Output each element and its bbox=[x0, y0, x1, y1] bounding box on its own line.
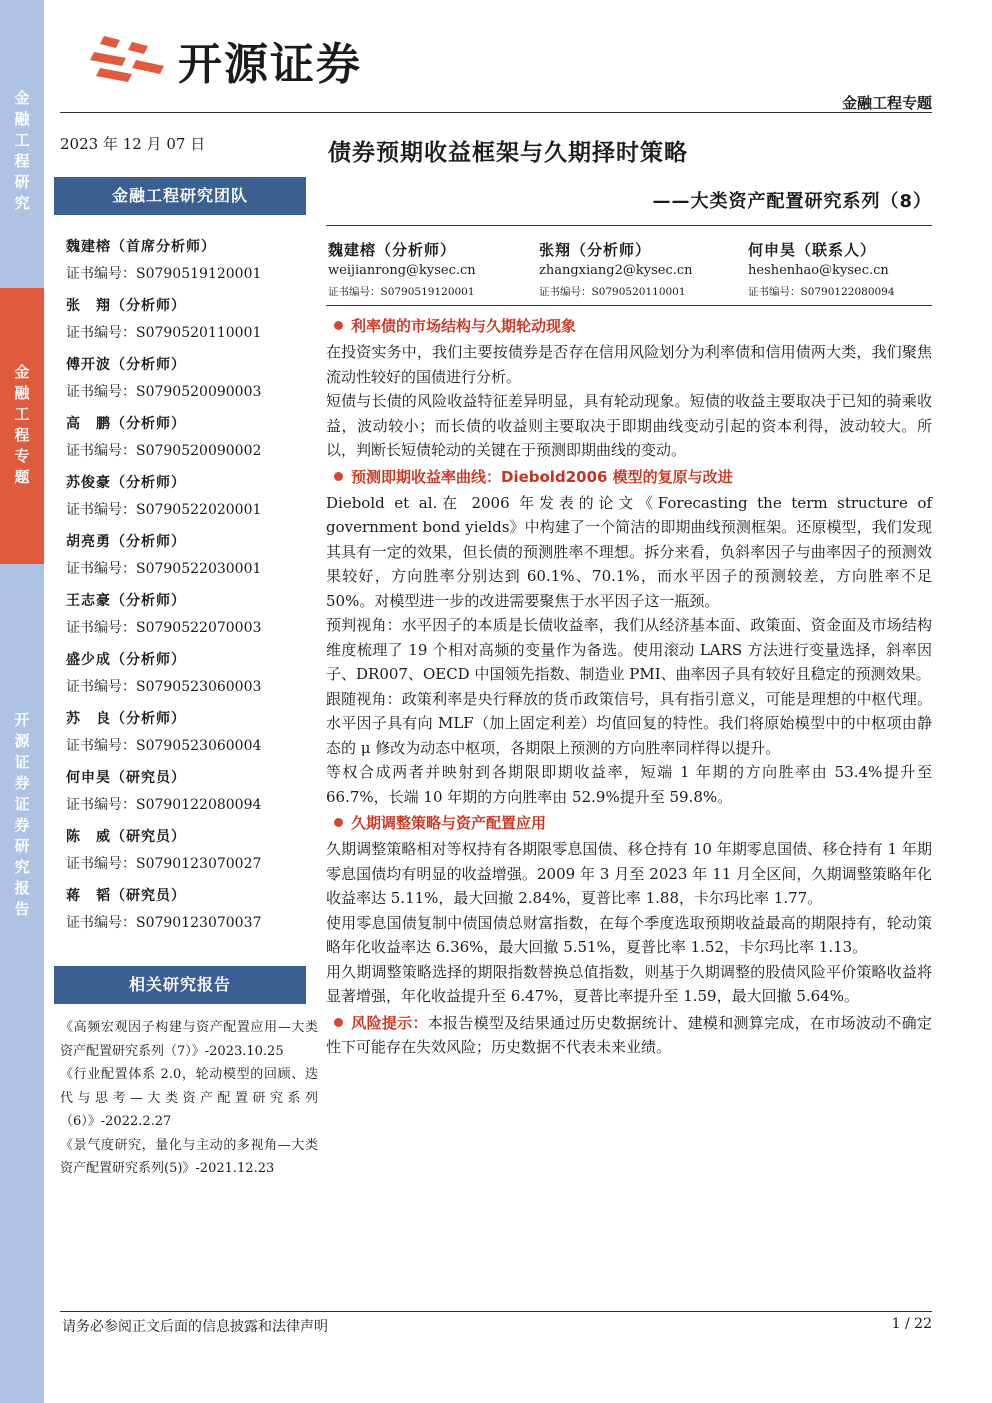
analyst-cert: 证书编号：S0790520110001 bbox=[539, 286, 686, 298]
member-cert: 证书编号：S0790523060003 bbox=[66, 679, 262, 695]
bullet-icon bbox=[334, 472, 343, 481]
body-paragraph: 预判视角：水平因子的本质是长债收益率，我们从经济基本面、政策面、资金面及市场结构维度梳理了 19 个相对高频的变量作为备选。使用滚动 LARS 方法进行变量选择，斜率因子、DR007、OECD 中国领先指数、制造业 PMI、曲率因子具有较好且稳定的预测效果。 bbox=[326, 616, 932, 683]
team-member bbox=[66, 708, 306, 767]
bullet-icon bbox=[334, 1018, 343, 1027]
analyst-cert: 证书编号：S0790122080094 bbox=[748, 286, 895, 298]
analyst-email[interactable]: weijianrong@kysec.cn bbox=[328, 263, 476, 278]
member-name: 何申昊（研究员） bbox=[66, 770, 186, 786]
member-name: 苏俊豪（分析师） bbox=[66, 475, 186, 491]
footer-disclaimer: 请务必参阅正文后面的信息披露和法律声明 bbox=[62, 1319, 328, 1335]
page-number: 1 / 22 bbox=[891, 1316, 932, 1332]
member-name: 胡亮勇（分析师） bbox=[66, 534, 186, 550]
body-paragraph: 久期调整策略相对等权持有各期限零息国债、移仓持有 10 年期零息国债、移仓持有 1 年期零息国债均有明显的收益增强。2009 年 3 月至 2023 年 11 月全区间，久期调整策略年化收益率达 5.11%，最大回撤 2.84%，夏普比率 1.88，卡尔玛比率 1.77。 bbox=[326, 840, 932, 907]
team-member bbox=[66, 885, 306, 944]
member-cert: 证书编号：S0790520090003 bbox=[66, 384, 262, 400]
report-subtitle: ——大类资产配置研究系列（8） bbox=[652, 191, 932, 212]
analyst-card bbox=[328, 239, 528, 299]
analyst-card bbox=[748, 239, 948, 299]
member-cert: 证书编号：S0790122080094 bbox=[66, 797, 262, 813]
related-report-link[interactable]: 《景气度研究，量化与主动的多视角—大类资产配置研究系列(5)》-2021.12.23 bbox=[60, 1137, 318, 1176]
analyst-name: 何申昊（联系人） bbox=[748, 241, 877, 259]
analyst-name: 魏建榕（分析师） bbox=[328, 241, 457, 259]
team-member bbox=[66, 767, 306, 826]
team-member bbox=[66, 826, 306, 885]
body-paragraph: 跟随视角：政策利率是央行释放的货币政策信号，具有指引意义，可能是理想的中枢代理。水平因子具有向 MLF（加上固定利差）均值回复的特性。我们将原始模型中的中枢项由静态的 μ 修改为动态中枢项，各期限上预测的方向胜率同样得以提升。 bbox=[326, 689, 932, 757]
analyst-email[interactable]: zhangxiang2@kysec.cn bbox=[539, 263, 693, 278]
report-body bbox=[326, 312, 932, 1060]
bullet-icon bbox=[334, 818, 343, 827]
member-name: 蒋 韬（研究员） bbox=[66, 888, 186, 904]
title-divider bbox=[326, 225, 932, 226]
member-cert: 证书编号：S0790519120001 bbox=[66, 266, 262, 282]
bullet-icon bbox=[334, 321, 343, 330]
team-member bbox=[66, 590, 306, 649]
member-name: 张 翔（分析师） bbox=[66, 298, 186, 314]
team-member bbox=[66, 649, 306, 708]
team-list bbox=[66, 236, 306, 944]
report-title: 债券预期收益框架与久期择时策略 bbox=[328, 139, 688, 166]
member-cert: 证书编号：S0790522030001 bbox=[66, 561, 262, 577]
section-heading: 久期调整策略与资产配置应用 bbox=[326, 809, 932, 837]
team-heading: 金融工程研究团队 bbox=[54, 177, 306, 215]
body-paragraph: Diebold et al.在 2006 年发表的论文《Forecasting the term structure of government bond yields》中构建了一个简洁的即期曲线预测框架。还原模型，我们发现其具有一定的效果，但长债的预测胜率不理想。拆分来看，负斜率因子与曲率因子的预测效果较好，方向胜率分别达到 60.1%、70.1%，而水平因子的预测较差，方向胜率不足 50%。对模型进一步的改进需要聚焦于水平因子这一瓶颈。 bbox=[326, 493, 932, 610]
analyst-divider bbox=[326, 305, 932, 306]
related-reports-heading: 相关研究报告 bbox=[54, 966, 306, 1004]
member-name: 魏建榕（首席分析师） bbox=[66, 239, 216, 255]
member-cert: 证书编号：S0790520090002 bbox=[66, 443, 262, 459]
member-name: 高 鹏（分析师） bbox=[66, 416, 186, 432]
report-category: 金融工程专题 bbox=[841, 94, 932, 112]
related-reports-list bbox=[60, 1016, 318, 1181]
side-band bbox=[0, 0, 44, 1403]
section-heading: 预测即期收益率曲线：Diebold2006 模型的复原与改进 bbox=[326, 463, 932, 491]
risk-warning bbox=[326, 1011, 932, 1060]
related-report-link[interactable]: 《行业配置体系 2.0，轮动模型的回顾、迭代与思考—大类资产配置研究系列（6）》-2022.2.27 bbox=[60, 1067, 318, 1129]
analyst-email[interactable]: heshenhao@kysec.cn bbox=[748, 263, 889, 278]
logo-text: 开源证券 bbox=[178, 39, 362, 90]
body-paragraph: 等权合成两者并映射到各期限即期收益率，短端 1 年期的方向胜率由 53.4%提升至 66.7%，长端 10 年期的方向胜率由 52.9%提升至 59.8%。 bbox=[326, 763, 932, 806]
footer-divider bbox=[60, 1311, 932, 1312]
team-member bbox=[66, 472, 306, 531]
team-member bbox=[66, 236, 306, 295]
side-label-report: 开源证券 证券研究报告 bbox=[0, 564, 44, 1403]
body-paragraph: 短债与长债的风险收益特征差异明显，具有轮动现象。短债的收益主要取决于已知的骑乘收益，波动较小；而长债的收益则主要取决于即期曲线变动引起的资本利得，波动较大。所以，判断长短债轮动的关键在于预测即期曲线的变动。 bbox=[326, 392, 932, 459]
analyst-name: 张翔（分析师） bbox=[539, 241, 652, 259]
member-cert: 证书编号：S0790523060004 bbox=[66, 738, 262, 754]
member-cert: 证书编号：S0790522020001 bbox=[66, 502, 262, 518]
member-name: 盛少成（分析师） bbox=[66, 652, 186, 668]
member-cert: 证书编号：S0790123070027 bbox=[66, 856, 262, 872]
analyst-card bbox=[539, 239, 739, 299]
risk-text: 本报告模型及结果通过历史数据统计、建模和测算完成，在市场波动不确定性下可能存在失效风险；历史数据不代表未来业绩。 bbox=[326, 1013, 932, 1056]
body-paragraph: 使用零息国债复制中债国债总财富指数，在每个季度选取预期收益最高的期限持有，轮动策略年化收益率达 6.36%，最大回撤 5.51%，夏普比率 1.52，卡尔玛比率 1.13。 bbox=[326, 913, 932, 956]
team-member bbox=[66, 413, 306, 472]
company-logo bbox=[86, 28, 362, 92]
member-name: 陈 威（研究员） bbox=[66, 829, 186, 845]
analyst-cert: 证书编号：S0790519120001 bbox=[328, 286, 475, 298]
risk-label: 风险提示： bbox=[351, 1013, 428, 1032]
report-date: 2023 年 12 月 07 日 bbox=[60, 135, 206, 153]
member-cert: 证书编号：S0790520110001 bbox=[66, 325, 262, 341]
body-paragraph: 用久期调整策略选择的期限指数替换总值指数，则基于久期调整的股债风险平价策略收益将显著增强，年化收益提升至 6.47%，夏普比率提升至 1.59，最大回撤 5.64%。 bbox=[326, 962, 932, 1005]
member-name: 王志豪（分析师） bbox=[66, 593, 186, 609]
section-heading: 利率债的市场结构与久期轮动现象 bbox=[326, 312, 932, 340]
body-paragraph: 在投资实务中，我们主要按债券是否存在信用风险划分为利率债和信用债两大类，我们聚焦流动性较好的国债进行分析。 bbox=[326, 343, 932, 386]
member-cert: 证书编号：S0790123070037 bbox=[66, 915, 262, 931]
side-label-research: 金融工程研究 bbox=[0, 0, 44, 288]
header-divider bbox=[60, 112, 932, 113]
side-label-topic: 金融工程专题 bbox=[0, 288, 44, 564]
logo-mark-icon bbox=[86, 30, 174, 90]
team-member bbox=[66, 531, 306, 590]
team-member bbox=[66, 295, 306, 354]
team-member bbox=[66, 354, 306, 413]
member-cert: 证书编号：S0790522070003 bbox=[66, 620, 262, 636]
member-name: 傅开波（分析师） bbox=[66, 357, 186, 373]
related-report-link[interactable]: 《高频宏观因子构建与资产配置应用—大类资产配置研究系列（7）》-2023.10.25 bbox=[60, 1020, 318, 1059]
member-name: 苏 良（分析师） bbox=[66, 711, 186, 727]
